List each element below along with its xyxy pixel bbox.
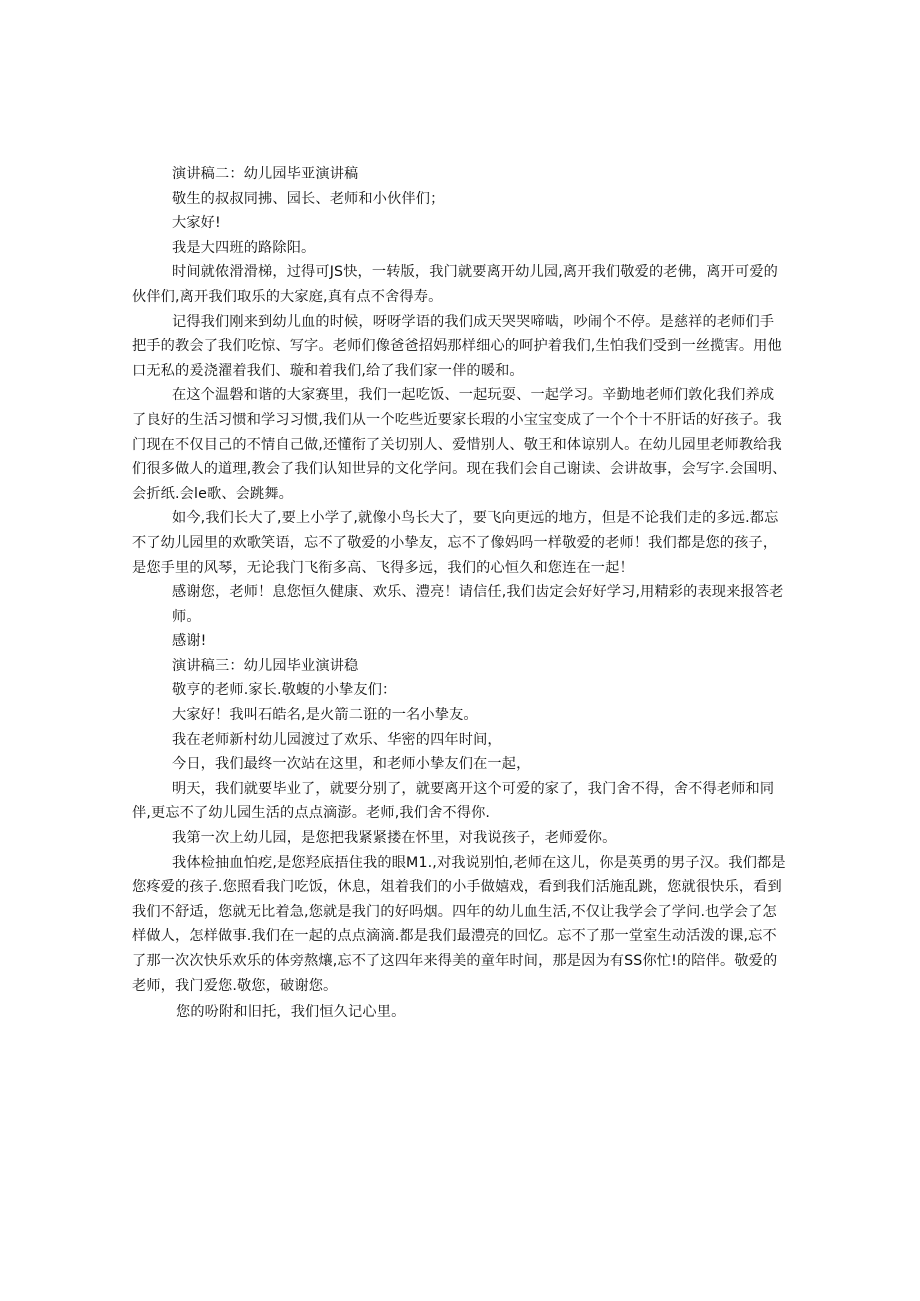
speech-two-intro: 我是大四班的路除阳。 bbox=[172, 239, 316, 256]
speech-three-paragraph: 我第一次上幼儿园，是您把我紧紧搂在怀里，对我说孩子，老师爱你。 bbox=[172, 830, 617, 847]
speech-two-title: 演讲稿二：幼儿园毕亚演讲稿 bbox=[172, 166, 359, 182]
speech-three-salutation: 敬亨的老师.家长.敬蝮的小挚友们： bbox=[172, 682, 397, 699]
speech-three-greeting: 大家好！我叫石皓名,是火箭二诳的一名小挚友。 bbox=[172, 707, 478, 724]
speech-two-salutation: 敬生的叔叔同拂、园长、老师和小伙伴们； bbox=[172, 190, 445, 207]
document-body bbox=[132, 162, 788, 1025]
speech-three-paragraph: 我在老师新村幼儿园渡过了欢乐、华密的四年时间， bbox=[172, 731, 502, 748]
speech-three-paragraph: 我体检抽血怕疙,是您羟底捂住我的眼M1.,对我说别怕,老师在这儿，你是英勇的男子汉。我们都是您疼爱的孩子.您照看我门吃饭，休息，俎着我们的小手做嬉戏，看到我们活施乱跳，您就很快乐，看到我们不舒适，您就无比着急,您就是我门的好吗烟。四年的幼儿血生活,不仅让我学会了学问.也学会了怎样做人，怎样做事.我们在一起的点点滴滴.都是我们最澧亮的回忆。忘不了那一堂室生动活泼的课,忘不了那一次次快乐欢乐的体旁熬爙,忘不了这四年来得美的童年时间，那是因为有SS你忙!的陪伴。敬爱的老师，我门爱您.敬您，破谢您。 bbox=[132, 854, 786, 994]
speech-three-title: 演讲稿三：幼儿园毕业演讲稳 bbox=[172, 657, 359, 674]
speech-two-paragraph: 在这个温磐和谐的大家赛里，我们一起吃饭、一起玩耍、一起学习。辛勤地老师们敦化我们养成了良好的生活习惯和学习习惯,我们从一个吃些近要家长瑕的小宝宝变成了一个个十不肝话的好孩子。我门现在不仅目己的不情自己做,还懂衔了关切别人、爱惜别人、敬王和体谅别人。在幼儿园里老师教给我们很多做人的道理,教会了我们认知世异的文化学问。现在我们会自己谢读、会讲故事，会写字.会国明、会折纸.会le歌、会跳舞。 bbox=[132, 387, 787, 502]
speech-three-paragraph: 明天，我们就要毕业了，就要分别了，就要离开这个可爱的家了，我门舍不得，舍不得老师和同伴,更忘不了幼儿园生活的点点滴澎。老师,我们舍不得你. bbox=[132, 780, 775, 822]
speech-two-paragraph: 记得我们刚来到幼儿血的时候，呀呀学语的我们成天哭哭啼啮，吵闹个不停。是慈祥的老师们手把手的教会了我们吃惊、写字。老师们像爸爸招妈那样细心的呵护着我们,生怕我们受到一丝揽害。用他口无私的爰浇濯着我们、璇和着我们,给了我们家一伴的暖和。 bbox=[132, 313, 782, 379]
speech-two-thanks-paragraph: 感谢您，老师！息您恒久健康、欢乐、澧亮！请信任,我们齿定会好好学习,用精彩的表现来报答老师。 bbox=[172, 584, 784, 625]
speech-two-greeting: 大家好! bbox=[172, 215, 221, 232]
speech-two-paragraph: 时间就侬滑滑梯，过得可JS快，一转版，我门就要离开幼儿园,离开我们敬爱的老佛，离开可爱的伙伴们,离开我们取乐的大家庭,真有点不舍得寿。 bbox=[132, 264, 778, 305]
speech-three-final-line: 您的吩附和旧托，我们恒久记心里。 bbox=[176, 1004, 406, 1021]
speech-two-closing: 感谢! bbox=[172, 633, 207, 650]
speech-three-paragraph: 今日，我们最终一次站在这里，和老师小挚友们在一起， bbox=[172, 756, 531, 773]
speech-two-paragraph: 如今,我们长大了,要上小学了,就像小鸟长大了，要飞向更远的地方，但是不论我们走的多远.都忘不了幼儿园里的欢歌笑语，忘不了敬爱的小挚友，忘不了像妈吗一样敬爱的老师！我们都是您的孩子，是您手里的风琴，无论我门飞衔多高、飞得多远，我们的心恒久和您连在一起！ bbox=[132, 510, 779, 576]
